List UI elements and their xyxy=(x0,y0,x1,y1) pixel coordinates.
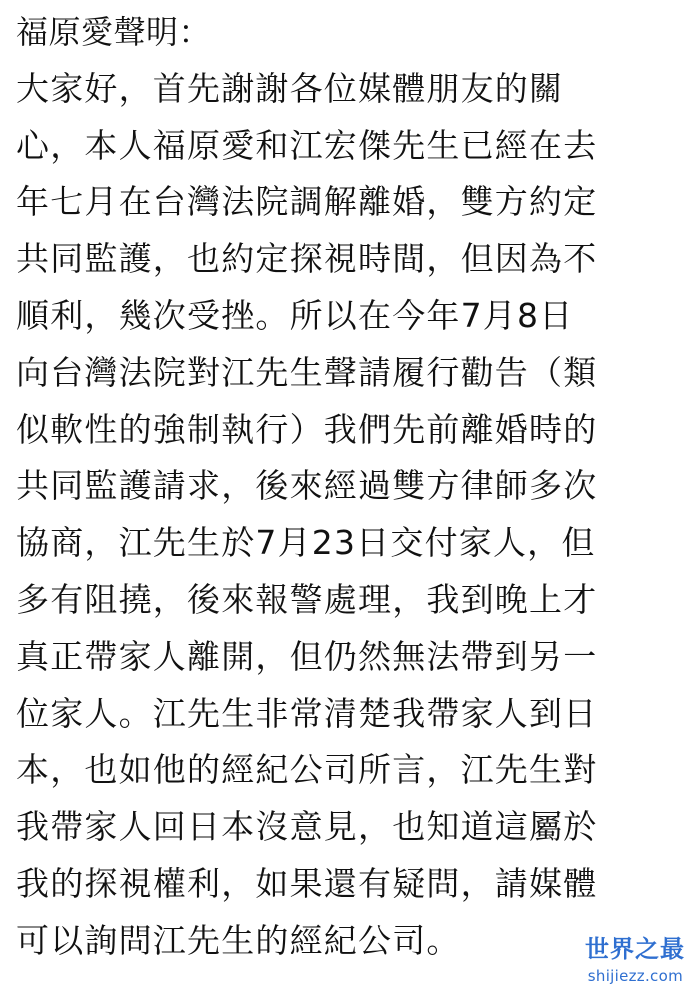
watermark-url: shijiezz.com xyxy=(587,967,683,985)
statement-line: 共同監護請求，後來經過雙方律師多次 xyxy=(16,466,598,506)
statement-line: 年七月在台灣法院調解離婚，雙方約定 xyxy=(16,182,598,222)
statement-line: 本，也如他的經紀公司所言，江先生對 xyxy=(16,750,598,790)
statement-line: 似軟性的強制執行）我們先前離婚時的 xyxy=(16,409,598,449)
statement-document xyxy=(16,4,681,970)
statement-title: 福原愛聲明： xyxy=(16,13,212,51)
statement-line: 位家人。江先生非常清楚我帶家人到日 xyxy=(16,693,598,733)
statement-line: 向台灣法院對江先生聲請履行勸告（類 xyxy=(16,352,598,392)
statement-line: 共同監護，也約定探視時間，但因為不 xyxy=(16,239,598,279)
statement-line: 協商，江先生於7月23日交付家人，但 xyxy=(16,523,596,563)
statement-line: 大家好，首先謝謝各位媒體朋友的關 xyxy=(16,68,564,108)
statement-line: 我帶家人回日本沒意見，也知道這屬於 xyxy=(16,807,598,847)
statement-line: 真正帶家人離開，但仍然無法帶到另一 xyxy=(16,636,598,676)
statement-line: 可以詢問江先生的經紀公司。 xyxy=(16,920,461,960)
statement-line: 我的探視權利，如果還有疑問，請媒體 xyxy=(16,863,598,903)
watermark-name: 世界之最 xyxy=(585,935,685,963)
site-watermark xyxy=(559,934,685,994)
statement-line: 多有阻撓，後來報警處理，我到晚上才 xyxy=(16,579,598,619)
statement-line: 心，本人福原愛和江宏傑先生已經在去 xyxy=(16,125,598,165)
statement-line: 順利，幾次受挫。所以在今年7月8日 xyxy=(16,295,574,335)
